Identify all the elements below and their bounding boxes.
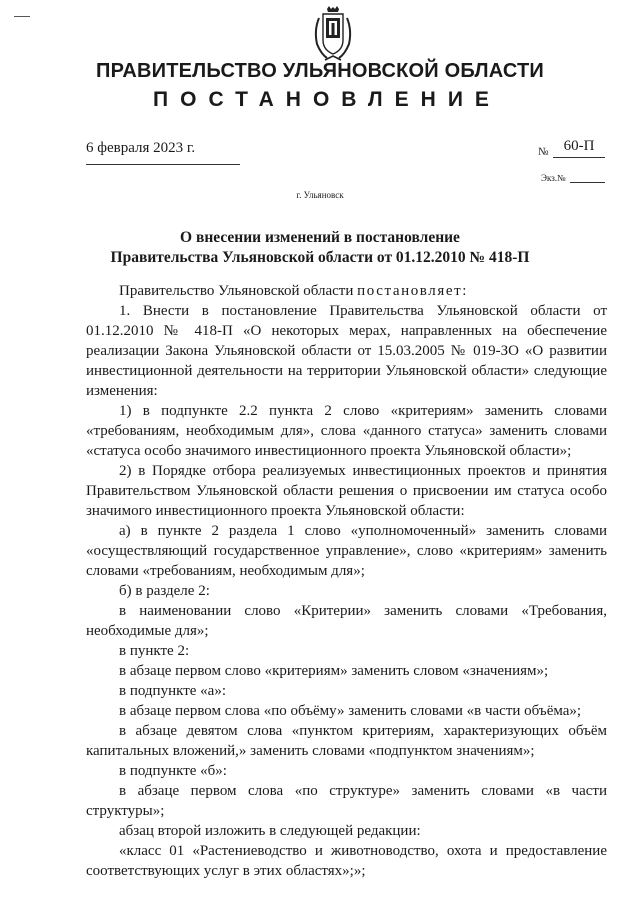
- paragraph-10: в абзаце первом слова «по объёму» заменить словами «в части объёма»;: [119, 703, 582, 719]
- government-title: ПРАВИТЕЛЬСТВО УЛЬЯНОВСКОЙ ОБЛАСТИ: [96, 60, 544, 82]
- ulyanovsk-coat-of-arms-icon: [311, 6, 355, 62]
- paragraph-12: в подпункте «б»:: [119, 763, 227, 779]
- paragraph-7: в пункте 2:: [119, 643, 190, 659]
- paragraph-4: а) в пункте 2 раздела 1 слово «уполномоченный» заменить словами «осуществляющий государственное управление», слово «критериям» заменить словами «требованиям, необходимым для»;: [86, 523, 607, 579]
- paragraph-13: в абзаце первом слова «по структуре» заменить словами «в части структуры»;: [86, 783, 607, 819]
- copy-number-underline: [570, 182, 605, 183]
- paragraph-8: в абзаце первом слово «критериям» заменить словом «значениям»;: [119, 663, 549, 679]
- intro-spaced-word: постановляет:: [357, 283, 469, 299]
- heading-line-1: О внесении изменений в постановление: [180, 229, 460, 246]
- intro-paragraph: [86, 281, 607, 301]
- document-body: [86, 281, 607, 881]
- paragraph-5: б) в разделе 2:: [119, 583, 210, 599]
- document-date: 6 февраля 2023 г.: [86, 140, 196, 156]
- paragraph-6: в наименовании слово «Критерии» заменить словами «Требования, необходимые для»;: [86, 603, 607, 639]
- scan-corner-mark: [14, 16, 30, 17]
- paragraph-9: в подпункте «а»:: [119, 683, 226, 699]
- heading-line-2: Правительства Ульяновской области от 01.12.2010 № 418-П: [110, 249, 530, 266]
- date-underline: [86, 164, 240, 165]
- copy-number-label: Экз.№: [541, 173, 566, 183]
- paragraph-3: 2) в Порядке отбора реализуемых инвестиционных проектов и принятия Правительством Ульяновской области решения о присвоении им статуса особо значимого инвестиционного проекта Ульяновской области:: [86, 463, 607, 519]
- number-label: №: [538, 146, 549, 158]
- paragraph-11: в абзаце девятом слова «пунктом критериям, характеризующих объём капитальных вложений,» заменить словами «подпунктом значениям»;: [86, 723, 607, 759]
- paragraph-2: 1) в подпункте 2.2 пункта 2 слово «критериям» заменить словами «требованиям, необходимым для», слова «данного статуса» заменить словами «статуса особо значимого инвестиционного проекта Ульяновской области»;: [86, 403, 607, 459]
- paragraph-14: абзац второй изложить в следующей редакции:: [119, 823, 421, 839]
- paragraph-1: 1. Внести в постановление Правительства Ульяновской области от 01.12.2010 № 418-П «О некоторых мерах, направленных на обеспечение реализации Закона Ульяновской области от 15.03.2005 № 019-ЗО «О развитии инвестиционной деятельности на территории Ульяновской области» следующие изменения:: [86, 303, 607, 399]
- intro-prefix: Правительство Ульяновской области: [119, 283, 358, 299]
- document-number: 60-П: [563, 138, 595, 154]
- city-name: г. Ульяновск: [296, 190, 344, 200]
- document-type: ПОСТАНОВЛЕНИЕ: [153, 88, 501, 111]
- number-underline: [553, 157, 605, 158]
- paragraph-15: «класс 01 «Растениеводство и животноводство, охота и предоставление соответствующих услуг в этих областях»;»;: [86, 843, 607, 879]
- document-heading: [0, 228, 640, 268]
